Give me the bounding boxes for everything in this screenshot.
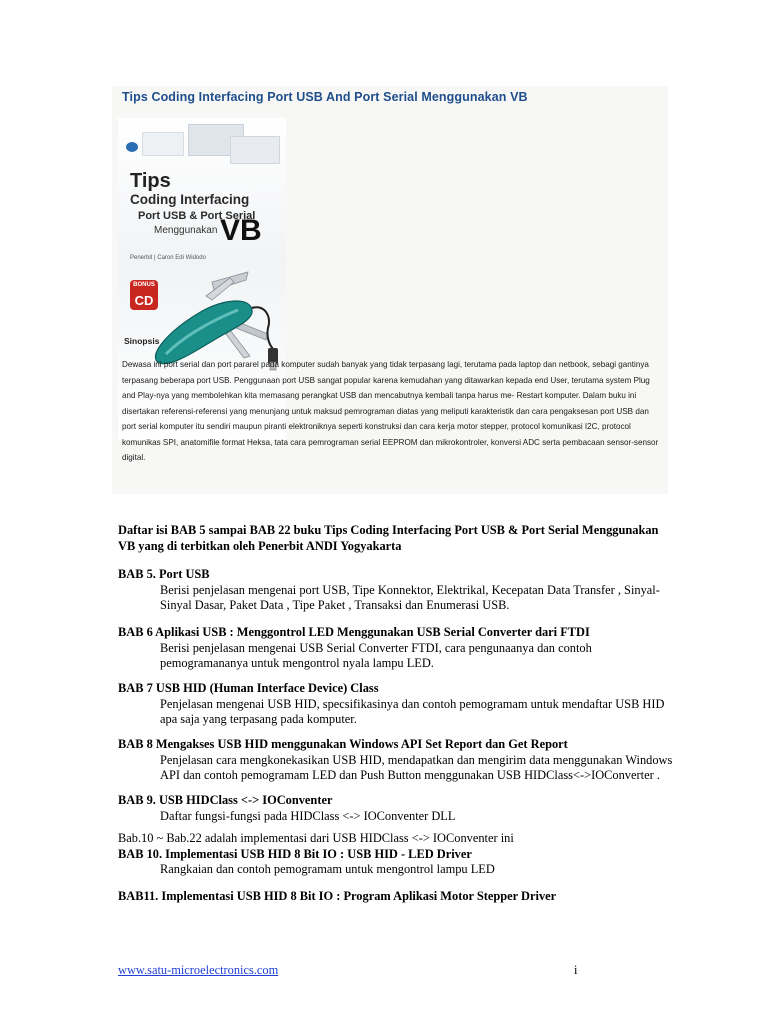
sinopsis-paragraph: Dewasa ini port serial dan port pararel pada komputer sudah banyak yang tidak terpasang lagi, terutama pada laptop dan netbook, sebagi gantinya terpasang beberapa port USB. Penggunaan port USB sangat popular karena kemudahan yang ditawarkan kepada end User, terutama system Plug and Play-nya yang membolehkan kita memasang perangkat USB dan mencabutnya kembali tanpa harus me- Restart komputer. Dalam buku ini disertakan referensi-referensi yang menunjang untuk maksud pemrograman diatas yang meliputi karakteristik dan cara pengaksesan port USB dan port serial komputer itu sendiri maupun piranti elektroniknya seperti konstruksi dan cara kerja motor stepper, protocol komunikasi I2C, protocol komunikas SPI, anatomifile format Heksa, tata cara pemrograman serial EEPROM dan mikrokontroler, konversi ADC serta pembacaan sensor-sensor digital. [122,360,659,462]
section-bab8 [118,737,678,784]
section-description: Penjelasan cara mengkonekasikan USB HID, mendapatkan dan mengirim data menggunakan Windows API dan contoh pemogramam LED dan Push Button menggunakan USB HIDClass<->IOConverter . [160,752,673,782]
section-bab7 [118,681,678,728]
section-heading: BAB 9. USB HIDClass <-> IOConventer [118,793,333,807]
section-heading: BAB11. Implementasi USB HID 8 Bit IO : Program Aplikasi Motor Stepper Driver [118,889,557,903]
page-number: i [574,963,578,977]
cover-window-graphic [230,136,280,164]
section-heading: BAB 7 USB HID (Human Interface Device) Class [118,681,379,695]
book-scan-image [112,86,668,494]
section-bab11 [118,889,678,905]
cover-tips: Tips [130,170,171,192]
bonus-label: BONUS [133,282,155,288]
cover-author: Penerbit | Caron Edi Widodo [130,255,206,261]
section-heading: BAB 10. Implementasi USB HID 8 Bit IO : USB HID - LED Driver [118,846,472,861]
section-description: Penjelasan mengenai USB HID, specsifikasinya dan contoh pemogramam untuk mendaftar USB HID apa saja yang terpasang pada komputer. [160,696,665,726]
section-bab9 [118,793,678,824]
intro-paragraph: Daftar isi BAB 5 sampai BAB 22 buku Tips Coding Interfacing Port USB & Port Serial Menggunakan VB yang di terbitkan oleh Penerbit ANDI Yogyakarta [118,523,659,553]
cover-window-graphic [142,132,184,156]
cover-title-line3: Menggunakan [154,225,218,236]
cover-vb: VB [220,214,262,247]
publisher-logo-icon [126,142,138,152]
section-description: Berisi penjelasan mengenai port USB, Tipe Konnektor, Elektrikal, Kecepatan Data Transfer , Sinyal-Sinyal Dasar, Paket Data , Tipe Paket , Transaksi dan Enumerasi USB. [160,582,660,612]
section-bab10 [118,831,678,878]
scan-title: Tips Coding Interfacing Port USB And Port Serial Menggunakan VB [122,90,528,104]
sinopsis-label: Sinopsis [124,336,160,346]
section-heading: BAB 6 Aplikasi USB : Menggontrol LED Menggunakan USB Serial Converter dari FTDI [118,625,590,639]
section-bab5 [118,567,678,614]
section-description: Daftar fungsi-fungsi pada HIDClass <-> IOConventer DLL [160,808,456,823]
footer-website-link[interactable]: www.satu-microelectronics.com [118,963,279,977]
bab10-note: Bab.10 ~ Bab.22 adalah implementasi dari USB HIDClass <-> IOConventer ini [118,831,514,845]
section-bab6 [118,625,678,672]
section-description: Rangkaian dan contoh pemogramam untuk mengontrol lampu LED [160,862,495,876]
section-heading: BAB 5. Port USB [118,567,210,581]
cd-label: CD [134,293,154,308]
section-heading: BAB 8 Mengakses USB HID menggunakan Windows API Set Report dan Get Report [118,737,568,751]
cover-title-line1: Coding Interfacing [130,192,250,207]
cover-title-line2: Port USB & Port Serial [138,210,256,222]
section-description: Berisi penjelasan mengenai USB Serial Converter FTDI, cara pengunaanya dan contoh pemogramananya untuk mengontrol nyala lampu LED. [160,640,592,670]
